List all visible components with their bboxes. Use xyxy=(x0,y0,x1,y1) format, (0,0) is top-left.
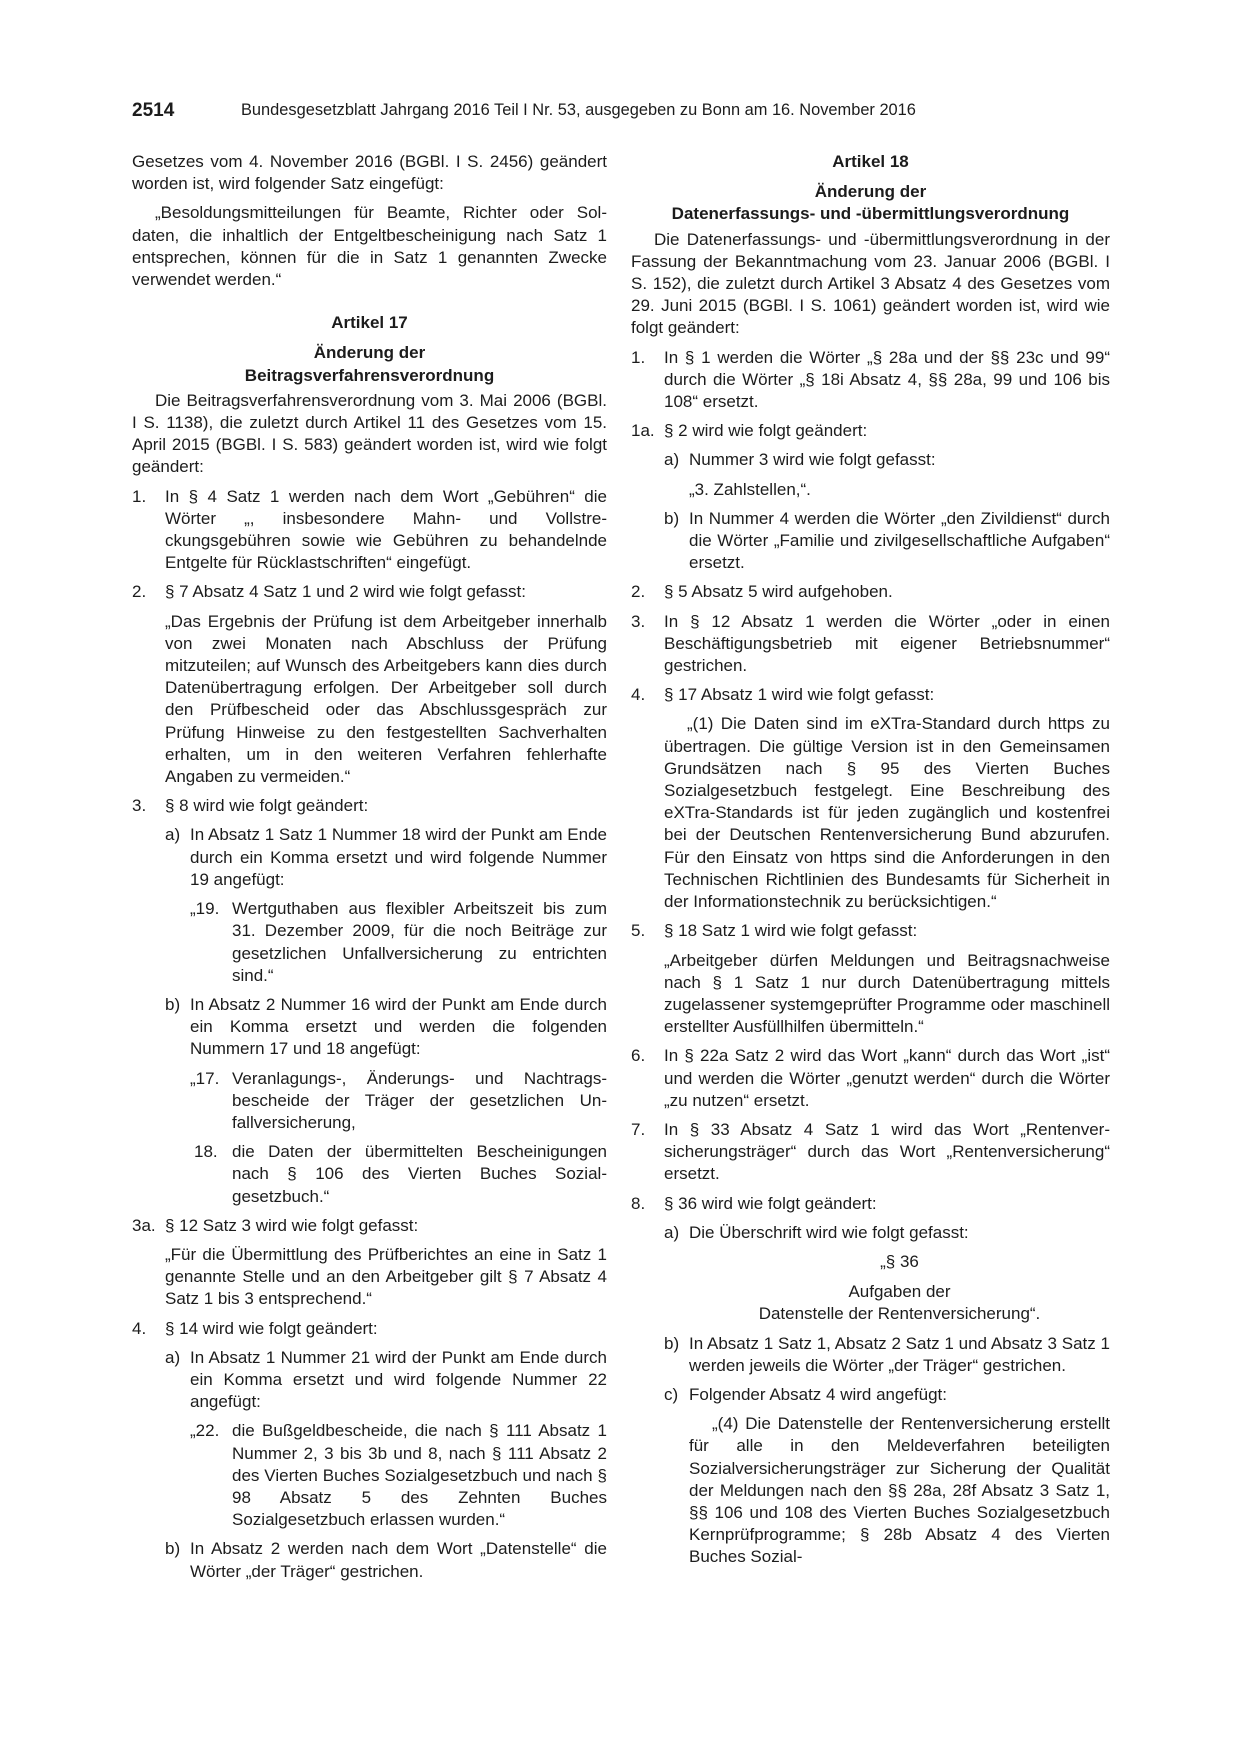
list-item xyxy=(132,1318,607,1340)
item-text: In Nummer 4 werden die Wörter „den Zivildienst“ durch die Wörter „Familie und zivilgesellschaftliche Aufgaben“ ersetzt. xyxy=(689,508,1110,573)
list-item xyxy=(132,1215,607,1237)
quoted-text: „Für die Übermittlung des Prüfberichtes an eine in Satz 1 genannte Stelle und an den Arbeitgeber gilt § 7 Absatz 4 Satz 1 bis 3 entsprechend.“ xyxy=(165,1244,607,1309)
quoted-section-title: Aufgaben der xyxy=(848,1282,951,1302)
item-letter: b) xyxy=(664,1333,680,1353)
sub-item xyxy=(664,508,1110,575)
paragraph: Die Beitragsverfahrensverordnung vom 3. Mai 2006 (BGBl. I S. 1138), die zuletzt durch Artikel 11 des Gesetzes vom 15. April 2015 (BGBl. I S. 583) geändert worden ist, wird wie folgt geändert: xyxy=(132,390,607,477)
list-item xyxy=(631,1193,1110,1215)
left-column xyxy=(132,151,607,1590)
quoted-item xyxy=(190,1141,607,1208)
sub-item xyxy=(664,1384,1110,1406)
sub-item xyxy=(664,1222,1110,1244)
list-item xyxy=(132,486,607,575)
item-text: § 36 wird wie folgt geändert: xyxy=(664,1193,877,1213)
list-item xyxy=(631,684,1110,706)
item-text: die Daten der übermittelten Bescheinigungen nach § 106 des Vierten Buches Sozialgesetzbuch.“ xyxy=(232,1142,607,1206)
list-item xyxy=(631,347,1110,414)
item-text: In § 4 Satz 1 werden nach dem Wort „Gebühren“ die Wörter „, insbesondere Mahn- und Vollstreckungsgebühren sowie wie Gebühren zu behandelnde Entgelte für Rücklastschriften“ eingefügt. xyxy=(165,486,607,573)
item-text: § 5 Absatz 5 wird aufgehoben. xyxy=(664,582,893,602)
list-item xyxy=(631,611,1110,678)
page-number: 2514 xyxy=(132,100,175,121)
sub-item xyxy=(165,824,607,891)
quoted-text: „Arbeitgeber dürfen Meldungen und Beitragsnachweise nach § 1 Satz 1 nur durch Datenübertragung mittels zugelassener systemgeprüfter Programme oder maschinell erstellter Ausfüllhilfen übermitteln.“ xyxy=(664,950,1110,1037)
item-number: „22. xyxy=(190,1421,220,1441)
item-text: In Absatz 1 Satz 1, Absatz 2 Satz 1 und Absatz 3 Satz 1 werden jeweils die Wörter „der Träger“ gestrichen. xyxy=(689,1333,1110,1375)
article-title: Beitragsverfahrensverordnung xyxy=(244,365,495,385)
running-title: Bundesgesetzblatt Jahrgang 2016 Teil I Nr. 53, ausgegeben zu Bonn am 16. November 2016 xyxy=(241,101,916,119)
item-letter: a) xyxy=(165,1347,181,1367)
article-title: Änderung der xyxy=(814,182,927,202)
list-item xyxy=(631,420,1110,442)
item-number: „17. xyxy=(190,1068,220,1088)
sub-item xyxy=(165,1538,607,1582)
item-letter: b) xyxy=(165,1539,181,1559)
item-text: In Absatz 2 Nummer 16 wird der Punkt am Ende durch ein Komma ersetzt und werden die folgenden Nummern 17 und 18 angefügt: xyxy=(190,994,607,1059)
quoted-item xyxy=(190,1420,607,1531)
quoted-item xyxy=(190,1068,607,1135)
article-title: Datenerfassungs- und -übermittlungsverordnung xyxy=(671,204,1070,224)
quoted-text: „(1) Die Daten sind im eXTra-Standard durch https zu übertragen. Die gültige Version ist in den Gemeinsamen Grundsätzen nach § 95 des Vierten Buches Sozialgesetzbuch festgelegt. Eine Beschreibung des eXTra-Standards ist für jeden zugänglich und kostenfrei bei der Deutschen Rentenversicherung Bund abzurufen. Für den Einsatz von https sind die Anforderungen in den Technischen Richtlinien des Bundesamts für Sicherheit in der Informationstechnik zu berücksichtigen.“ xyxy=(664,714,1110,912)
item-text: § 7 Absatz 4 Satz 1 und 2 wird wie folgt gefasst: xyxy=(165,582,526,602)
item-number: 3. xyxy=(132,796,147,816)
list-item xyxy=(631,920,1110,942)
item-letter: a) xyxy=(664,1222,680,1242)
item-number: 4. xyxy=(132,1318,147,1338)
quoted-text: „(4) Die Datenstelle der Rentenversicherung erstellt für alle in den Meldeverfahren beteiligten Sozialversicherungsträger zur Sicherung der Qualität der Meldungen nach den §§ 28a, 28f Absatz 3 Satz 1, §§ 106 und 108 des Vierten Buches Sozialgesetzbuch Kernprüfprogramme; § 28b Absatz 4 des Vierten Buches Sozial- xyxy=(689,1414,1110,1567)
item-text: § 18 Satz 1 wird wie folgt gefasst: xyxy=(664,921,918,941)
item-text: § 17 Absatz 1 wird wie folgt gefasst: xyxy=(664,685,935,705)
item-text: In § 12 Absatz 1 werden die Wörter „oder in einen Beschäftigungsbetrieb mit eigener Betriebsnummer“ gestrichen. xyxy=(664,611,1110,676)
item-number: 8. xyxy=(631,1193,646,1213)
item-number: „19. xyxy=(190,899,220,919)
list-item xyxy=(631,1119,1110,1186)
list-item xyxy=(132,581,607,603)
sub-item xyxy=(165,1347,607,1414)
sub-item xyxy=(165,994,607,1061)
right-column xyxy=(631,151,1110,1576)
item-number: 4. xyxy=(631,685,646,705)
item-text: § 8 wird wie folgt geändert: xyxy=(165,796,369,816)
item-number: 18. xyxy=(194,1142,218,1162)
item-number: 3a. xyxy=(132,1215,156,1235)
item-number: 7. xyxy=(631,1119,646,1139)
item-text: In Absatz 1 Nummer 21 wird der Punkt am Ende durch ein Komma ersetzt und wird folgende Nummer 22 angefügt: xyxy=(190,1347,607,1412)
item-text: In Absatz 2 werden nach dem Wort „Datenstelle“ die Wörter „der Träger“ gestrichen. xyxy=(190,1539,607,1581)
item-text: In § 22a Satz 2 wird das Wort „kann“ durch das Wort „ist“ und werden die Wörter „genutzt werden“ durch die Wörter „zu nutzen“ ersetzt. xyxy=(664,1046,1110,1110)
page-header xyxy=(132,100,1012,130)
quoted-section-number: „§ 36 xyxy=(880,1251,919,1271)
list-item xyxy=(132,795,607,817)
item-number: 6. xyxy=(631,1046,646,1066)
item-text: § 14 wird wie folgt geändert: xyxy=(165,1318,378,1338)
quoted-text: „Besoldungsmitteilungen für Beamte, Richter oder Soldaten, die inhaltlich der Entgeltbescheinigung nach Satz 1 entsprechen, können für die in Satz 1 genannten Zwecke verwendet werden.“ xyxy=(132,203,607,290)
item-text: Die Überschrift wird wie folgt gefasst: xyxy=(689,1222,969,1242)
item-number: 1. xyxy=(631,347,646,367)
quoted-section-title: Datenstelle der Rentenversicherung“. xyxy=(758,1304,1041,1324)
list-item xyxy=(631,581,1110,603)
item-text: In § 33 Absatz 4 Satz 1 wird das Wort „Rentenversicherungsträger“ durch das Wort „Rentenversicherung“ ersetzt. xyxy=(664,1119,1110,1184)
item-text: die Bußgeldbescheide, die nach § 111 Absatz 1 Nummer 2, 3 bis 3b und 8, nach § 111 Absatz 2 des Vierten Buches Sozialgesetzbuch und nach § 98 Absatz 5 des Zehnten Buches Sozialgesetzbuch erlassen wurden.“ xyxy=(232,1421,607,1530)
paragraph: Gesetzes vom 4. November 2016 (BGBl. I S. 2456) geändert worden ist, wird folgender Satz eingefügt: xyxy=(132,152,607,194)
item-text: Nummer 3 wird wie folgt gefasst: xyxy=(689,450,936,470)
list-item xyxy=(631,1045,1110,1112)
item-letter: b) xyxy=(664,508,680,528)
item-letter: b) xyxy=(165,994,181,1014)
item-text: Wertguthaben aus flexibler Arbeitszeit bis zum 31. Dezember 2009, für die noch Beiträge zur gesetzlichen Unfallversicherung zu entrichten sind.“ xyxy=(232,899,607,985)
quoted-heading xyxy=(689,1251,1110,1326)
item-text: In Absatz 1 Satz 1 Nummer 18 wird der Punkt am Ende durch ein Komma ersetzt und wird folgende Nummer 19 angefügt: xyxy=(190,825,607,889)
item-letter: a) xyxy=(165,825,181,845)
sub-item xyxy=(664,1333,1110,1377)
item-number: 2. xyxy=(631,582,646,602)
quoted-text: „Das Ergebnis der Prüfung ist dem Arbeitgeber innerhalb von zwei Monaten nach Abschluss der Prüfung mitzuteilen; auf Wunsch des Arbeitgebers kann dies durch Datenübertragung erfolgen. Der Arbeitgeber soll durch den Prüfbescheid oder das Abschlussgespräch zur Prüfung Hinweise zu den festgestellten Sachverhalten erhalten, um in den weiteren Verfahren fehlerhafte Angaben zu vermeiden.“ xyxy=(165,611,607,787)
item-text: Veranlagungs-, Änderungs- und Nachtragsbescheide der Träger der gesetzlichen Unfallversicherung, xyxy=(232,1068,607,1132)
sub-item xyxy=(664,449,1110,471)
article-heading: Artikel 18 xyxy=(832,152,909,171)
item-number: 5. xyxy=(631,921,646,941)
item-text: § 2 wird wie folgt geändert: xyxy=(664,421,868,441)
item-number: 2. xyxy=(132,582,147,602)
item-text: § 12 Satz 3 wird wie folgt gefasst: xyxy=(165,1215,419,1235)
article-title: Änderung der xyxy=(313,343,426,363)
item-letter: a) xyxy=(664,450,680,470)
article-heading: Artikel 17 xyxy=(331,313,408,333)
item-letter: c) xyxy=(664,1384,679,1404)
item-number: 1. xyxy=(132,486,147,506)
item-number: 3. xyxy=(631,611,646,631)
item-number: 1a. xyxy=(631,421,655,441)
paragraph: Die Datenerfassungs- und -übermittlungsverordnung in der Fassung der Bekanntmachung vom 23. Januar 2006 (BGBl. I S. 152), die zuletzt durch Artikel 3 Absatz 4 des Gesetzes vom 29. Juni 2015 (BGBl. I S. 1061) geändert worden ist, wird wie folgt geändert: xyxy=(631,229,1110,338)
item-text: In § 1 werden die Wörter „§ 28a und der §§ 23c und 99“ durch die Wörter „§ 18i Absatz 4, §§ 28a, 99 und 106 bis 108“ ersetzt. xyxy=(664,347,1110,412)
item-text: Folgender Absatz 4 wird angefügt: xyxy=(689,1384,947,1404)
quoted-item xyxy=(190,898,607,987)
quoted-text: „3. Zahlstellen,“. xyxy=(689,479,811,499)
